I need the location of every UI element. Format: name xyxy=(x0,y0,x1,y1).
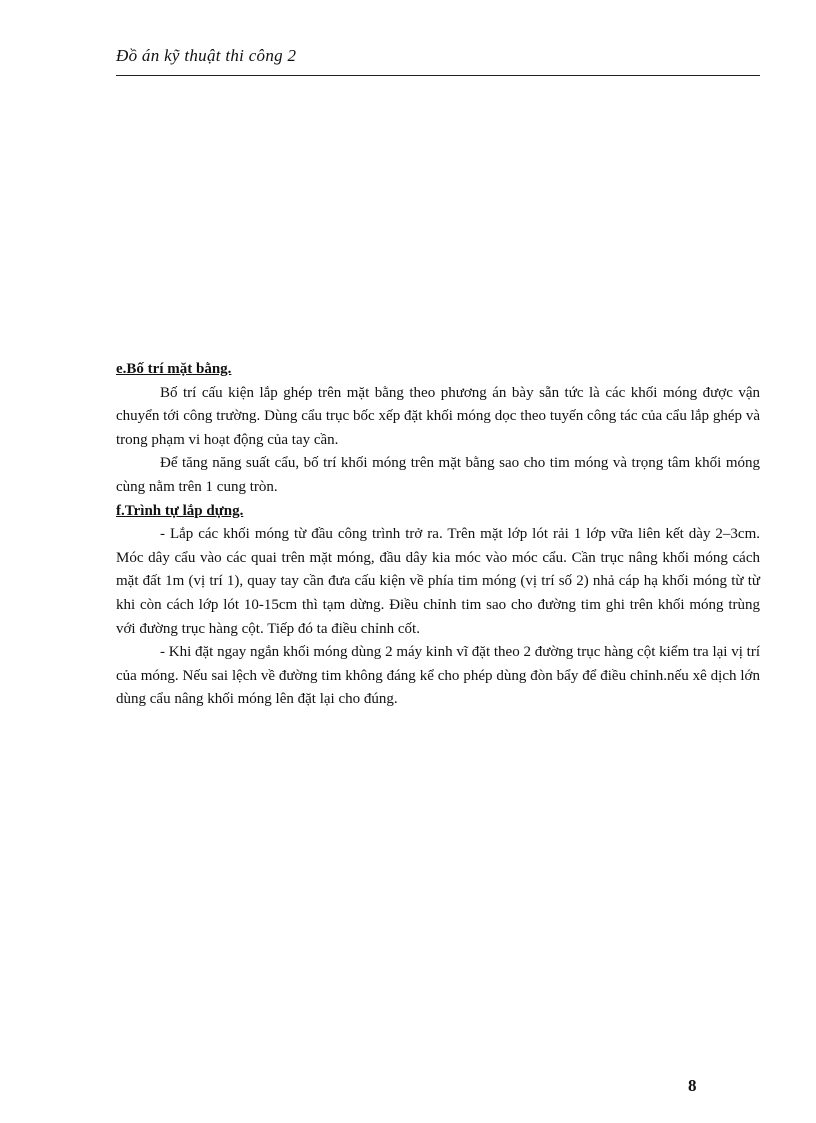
document-body xyxy=(116,358,760,712)
paragraph: Để tăng năng suất cẩu, bố trí khối móng trên mặt bằng sao cho tim móng và trọng tâm khối móng cùng nằm trên 1 cung tròn. xyxy=(116,455,760,495)
paragraph: Bố trí cấu kiện lắp ghép trên mặt bằng theo phương án bày sẵn tức là các khối móng được vận chuyển tới công trường. Dùng cẩu trục bốc xếp đặt khối móng dọc theo tuyến công tác của cẩu lắp ghép và trong phạm vi hoạt động của tay cần. xyxy=(116,384,760,448)
paragraph: - Lắp các khối móng từ đầu công trình trở ra. Trên mặt lớp lót rải 1 lớp vữa liên kết dày 2–3cm. Móc dây cẩu vào các quai trên mặt móng, đầu dây kia móc vào móc cẩu. Cần trục nâng khối móng cách mặt đất 1m (vị trí 1), quay tay cần đưa cấu kiện về phía tim móng (vị trí số 2) nhả cáp hạ khối móng từ từ khi còn cách lớp lót 10-15cm thì tạm dừng. Điều chỉnh tim sao cho đường tim ghi trên khối móng trùng với đường trục hàng cột. Tiếp đó ta điều chỉnh cốt. xyxy=(116,526,760,637)
paragraph: - Khi đặt ngay ngắn khối móng dùng 2 máy kinh vĩ đặt theo 2 đường trục hàng cột kiểm tra lại vị trí của móng. Nếu sai lệch về đường tim không đáng kể cho phép dùng đòn bẩy để điều chỉnh.nếu xê dịch lớn dùng cẩu nâng khối móng lên đặt lại cho đúng. xyxy=(116,644,760,708)
page-number: 8 xyxy=(688,1076,697,1095)
section-heading-procedure: f.Trình tự lắp dựng. xyxy=(116,502,244,519)
page-header-title: Đồ án kỹ thuật thi công 2 xyxy=(116,46,297,65)
header-divider xyxy=(116,75,760,76)
section-heading-layout: e.Bố trí mặt bằng. xyxy=(116,361,232,377)
